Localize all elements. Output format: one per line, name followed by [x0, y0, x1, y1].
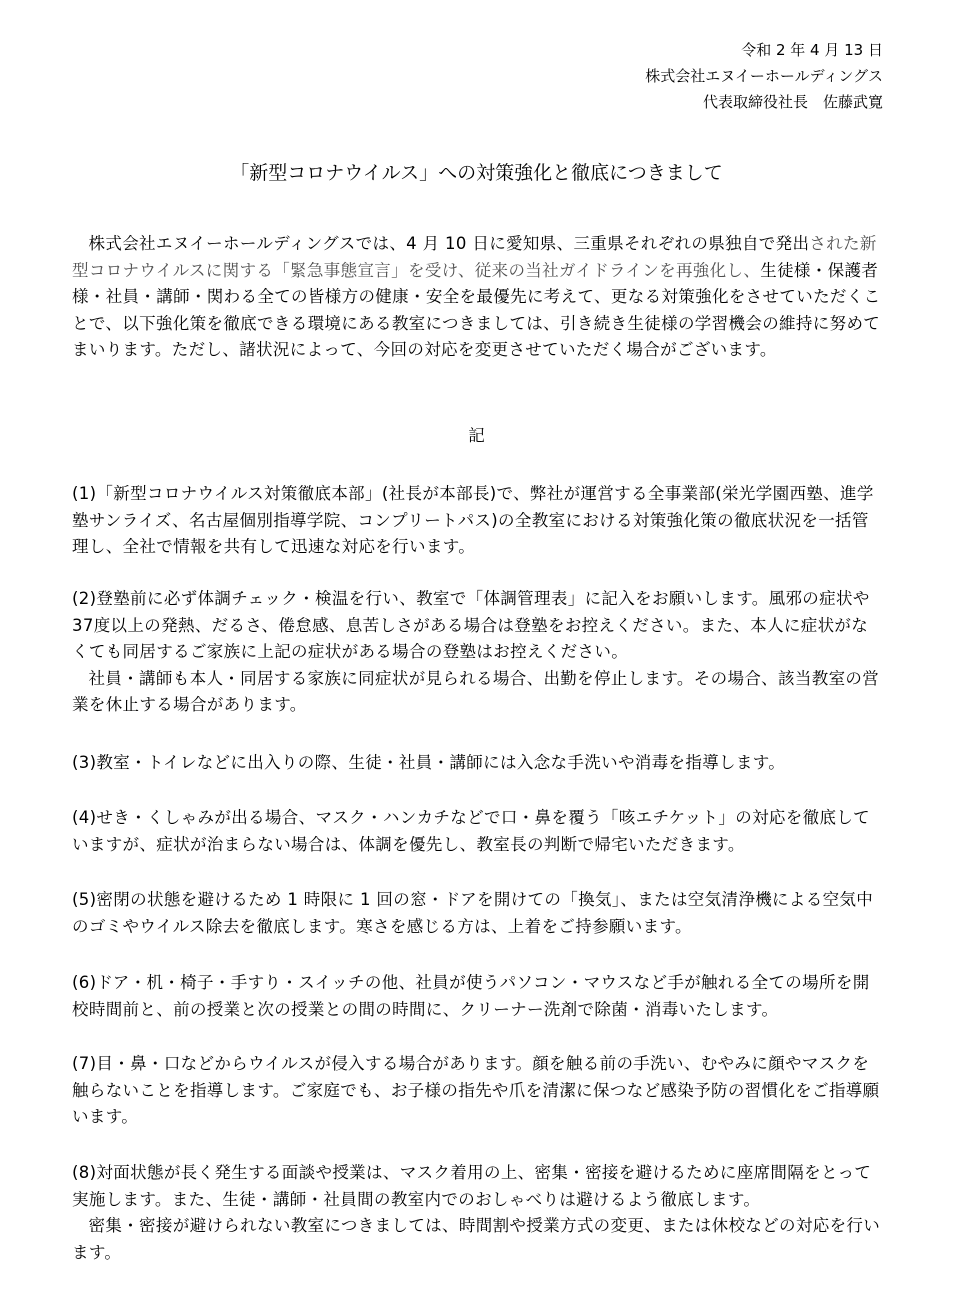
list-item-text: (7)目・鼻・口などからウイルスが侵入する場合があります。顔を触る前の手洗い、むやみに顔やマスクを触らないことを指導します。ご家庭でも、お子様の指先や爪を清潔に保つなど感染予防の習慣化をご指導願います。: [72, 1054, 880, 1126]
intro-text-2: された新型コロナウイルスに関する「緊急事態宣言」を受け、従来の当社ガイドラインを再強化し、: [72, 234, 877, 280]
list-item-8: [72, 1160, 884, 1266]
list-item-3: [72, 750, 884, 777]
list-item-text: (6)ドア・机・椅子・手すり・スイッチの他、社員が使うパソコン・マウスなど手が触れる全ての場所を開校時間前と、前の授業と次の授業との間の時間に、クリーナー洗剤で除菌・消毒いたします。: [72, 973, 870, 1019]
list-item-text: (3)教室・トイレなどに出入りの際、生徒・社員・講師には入念な手洗いや消毒を指導します。: [72, 753, 786, 772]
list-item-4: [72, 805, 884, 858]
list-item-text: (5)密閉の状態を避けるため 1 時限に 1 回の窓・ドアを開けての「換気」、または空気清浄機による空気中のゴミやウイルス除去を徹底します。寒さを感じる方は、上着をご持参願います。: [72, 890, 874, 936]
list-item-5: [72, 887, 884, 940]
list-item-text: (1)「新型コロナウイルス対策徹底本部」(社長が本部長)で、弊社が運営する全事業部(栄光学園西塾、進学塾サンライズ、名古屋個別指導学院、コンプリートパス)の全教室における対策強化策の徹底状況を一括管理し、全社で情報を共有して迅速な対応を行います。: [72, 484, 874, 556]
issue-date: 令和 2 年 4 月 13 日: [741, 41, 883, 59]
list-item-subtext: 社員・講師も本人・同居する家族に同症状が見られる場合、出勤を停止します。その場合、該当教室の営業を休止する場合があります。: [72, 668, 880, 714]
list-item-text: (4)せき・くしゃみが出る場合、マスク・ハンカチなどで口・鼻を覆う「咳エチケット」の対応を徹底していますが、症状が治まらない場合は、体調を優先し、教室長の判断で帰宅いただきます。: [72, 808, 871, 854]
list-item-1: [72, 481, 884, 561]
document-header: [645, 37, 883, 115]
list-item-2: [72, 586, 884, 719]
list-item-7: [72, 1051, 884, 1131]
list-item-text: (8)対面状態が長く発生する面談や授業は、マスク着用の上、密集・密接を避けるために座席間隔をとって実施します。また、生徒・講師・社員間の教室内でのおしゃべりは避けるよう徹底します。: [72, 1163, 872, 1209]
list-item-text: (2)登塾前に必ず体調チェック・検温を行い、教室で「体調管理表」に記入をお願いします。風邪の症状や37度以上の発熱、だるさ、倦怠感、息苦しさがある場合は登塾をお控えください。また、本人に症状がなくても同居するご家族に上記の症状がある場合の登塾はお控えください。: [72, 589, 870, 661]
list-item-subtext: 密集・密接が避けられない教室につきましては、時間割や授業方式の変更、または休校などの対応を行います。: [72, 1216, 881, 1262]
intro-text-3: 生徒様・保護者様・社員・講師・関わる全ての皆様方の健康・安全を最優先に考えて、更なる対策強化をさせていただくことで、以下強化策を徹底できる環境にある教室につきましては、引き続き生徒様の学習機会の維持に努めてまいります。ただし、諸状況によって、今回の対応を変更させていただく場合がございます。: [72, 260, 881, 359]
company-name: 株式会社エヌイーホールディングス: [645, 67, 883, 85]
intro-paragraph: [72, 231, 884, 364]
list-item-6: [72, 970, 884, 1023]
signatory: 代表取締役社長 佐藤武寛: [702, 93, 883, 111]
ki-heading: 記: [468, 426, 485, 445]
document-title: 「新型コロナウイルス」への対策強化と徹底につきまして: [230, 162, 723, 184]
intro-text-1: 株式会社エヌイーホールディングスでは、4 月 10 日に愛知県、三重県それぞれの県独自で発出: [88, 234, 810, 253]
